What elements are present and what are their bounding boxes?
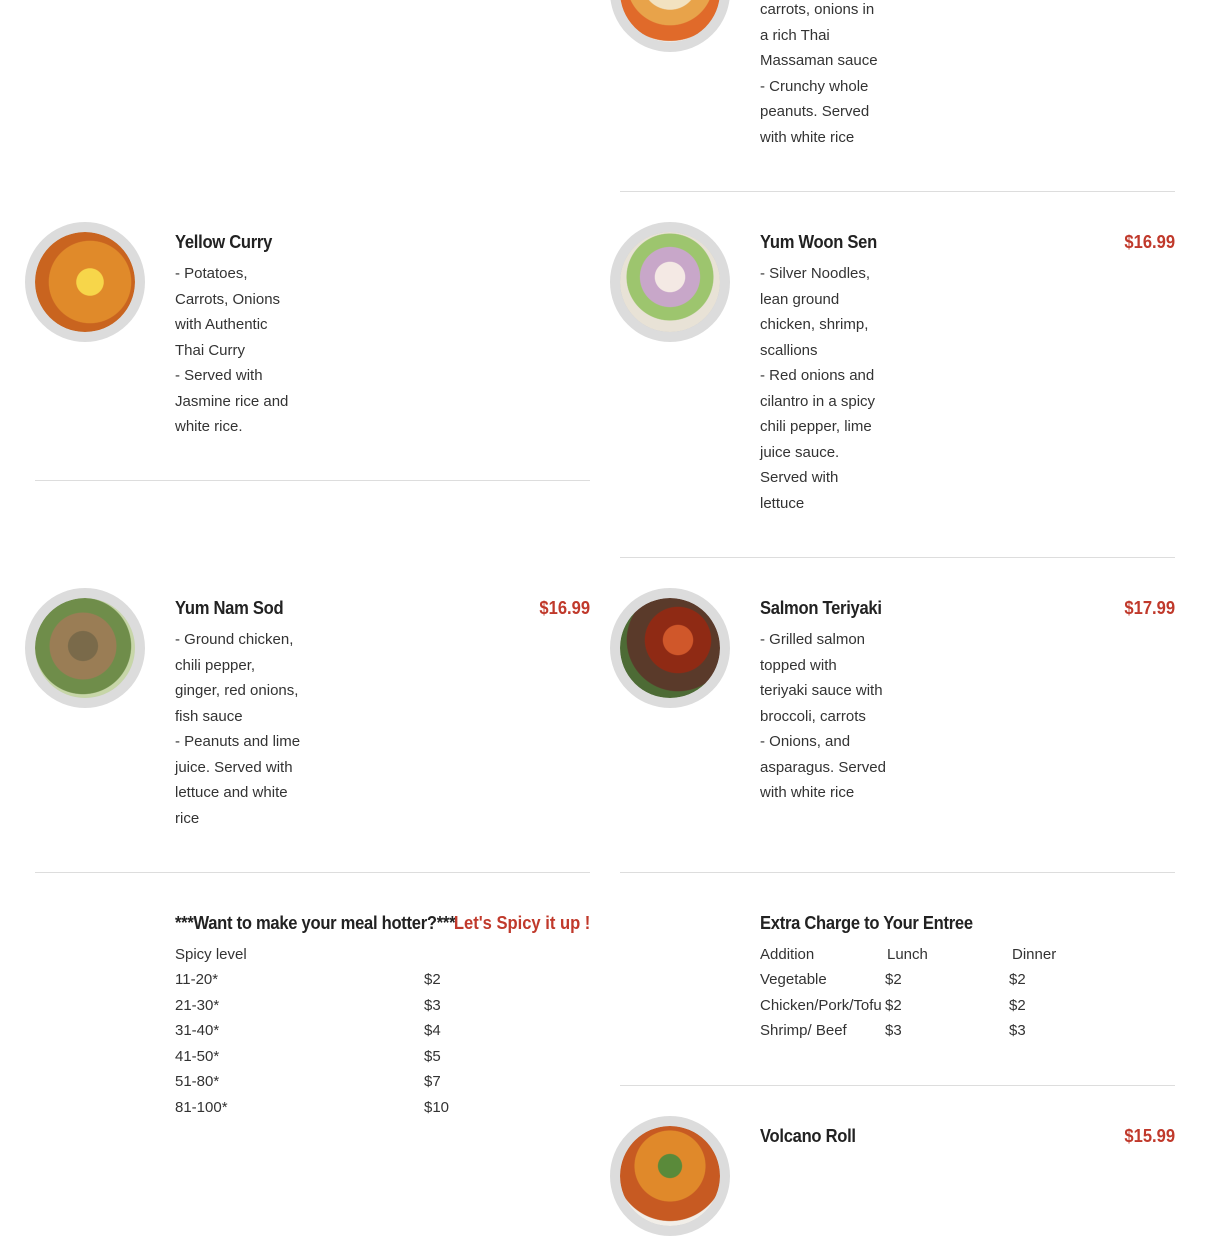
spicy-price: $5 bbox=[424, 1048, 441, 1065]
divider bbox=[620, 872, 1175, 873]
salmon-teriyaki-price: $17.99 bbox=[1124, 598, 1175, 618]
massaman-curry-photo bbox=[610, 0, 730, 52]
spicy-header: Spicy level bbox=[175, 946, 247, 963]
extra-charge-title: Extra Charge to Your Entree bbox=[760, 913, 973, 933]
spicy-price: $10 bbox=[424, 1099, 450, 1116]
spicy-price: $2 bbox=[424, 971, 441, 988]
spicy-level: 81-100* bbox=[175, 1099, 228, 1116]
salmon-teriyaki-photo[interactable] bbox=[610, 588, 730, 708]
extra-dinner: $2 bbox=[1009, 971, 1026, 988]
yum-nam-sod-photo[interactable] bbox=[25, 588, 145, 708]
extra-header-dinner: Dinner bbox=[1012, 946, 1057, 963]
yum-woon-sen-title[interactable]: Yum Woon Sen bbox=[760, 232, 877, 252]
spicy-price: $4 bbox=[424, 1022, 441, 1039]
yellow-curry-title[interactable]: Yellow Curry bbox=[175, 232, 273, 252]
salmon-teriyaki-title[interactable]: Salmon Teriyaki bbox=[760, 598, 882, 618]
extra-header-addition: Addition bbox=[760, 946, 815, 963]
extra-dinner: $3 bbox=[1009, 1022, 1026, 1039]
yellow-curry-description: - Potatoes, Carrots, Onions with Authentic Thai Curry - Served with Jasmine rice and white rice. bbox=[175, 265, 289, 435]
spicy-level: 51-80* bbox=[175, 1073, 220, 1090]
extra-addition: Shrimp/ Beef bbox=[760, 1022, 847, 1039]
yum-woon-sen-description: - Silver Noodles, lean ground chicken, shrimp, scallions - Red onions and cilantro in a spicy chili pepper, lime juice sauce. Served with lettuce bbox=[760, 265, 876, 512]
extra-lunch: $2 bbox=[885, 971, 902, 988]
yellow-curry-photo[interactable] bbox=[25, 222, 145, 342]
massaman-description: carrots, onions in a rich Thai Massaman sauce - Crunchy whole peanuts. Served with white rice bbox=[760, 1, 878, 146]
extra-addition: Chicken/Pork/Tofu bbox=[760, 997, 882, 1014]
spicy-level: 41-50* bbox=[175, 1048, 220, 1065]
spicy-level: 11-20* bbox=[175, 971, 219, 988]
volcano-roll-photo[interactable] bbox=[610, 1116, 730, 1236]
spicy-level: 31-40* bbox=[175, 1022, 220, 1039]
extra-header-lunch: Lunch bbox=[887, 946, 928, 963]
divider bbox=[620, 191, 1175, 192]
extra-addition: Vegetable bbox=[760, 971, 827, 988]
volcano-roll-title[interactable]: Volcano Roll bbox=[760, 1126, 856, 1146]
yum-nam-sod-price: $16.99 bbox=[539, 598, 590, 618]
divider bbox=[620, 557, 1175, 558]
divider bbox=[35, 480, 590, 481]
spicy-tagline: Let's Spicy it up ! bbox=[453, 913, 590, 933]
divider bbox=[35, 872, 590, 873]
extra-dinner: $2 bbox=[1009, 997, 1026, 1014]
divider bbox=[620, 1085, 1175, 1086]
yum-nam-sod-description: - Ground chicken, chili pepper, ginger, red onions, fish sauce - Peanuts and lime juice. Served with lettuce and white rice bbox=[175, 631, 301, 827]
spicy-price: $3 bbox=[424, 997, 441, 1014]
spicy-level: 21-30* bbox=[175, 997, 220, 1014]
volcano-roll-price: $15.99 bbox=[1124, 1126, 1175, 1146]
spicy-price: $7 bbox=[424, 1073, 441, 1090]
yum-nam-sod-title[interactable]: Yum Nam Sod bbox=[175, 598, 284, 618]
yum-woon-sen-photo[interactable] bbox=[610, 222, 730, 342]
salmon-teriyaki-description: - Grilled salmon topped with teriyaki sauce with broccoli, carrots - Onions, and asparagus. Served with white rice bbox=[760, 631, 886, 801]
spicy-title: ***Want to make your meal hotter?*** bbox=[175, 913, 456, 933]
extra-lunch: $3 bbox=[885, 1022, 902, 1039]
extra-lunch: $2 bbox=[885, 997, 902, 1014]
yum-woon-sen-price: $16.99 bbox=[1124, 232, 1175, 252]
